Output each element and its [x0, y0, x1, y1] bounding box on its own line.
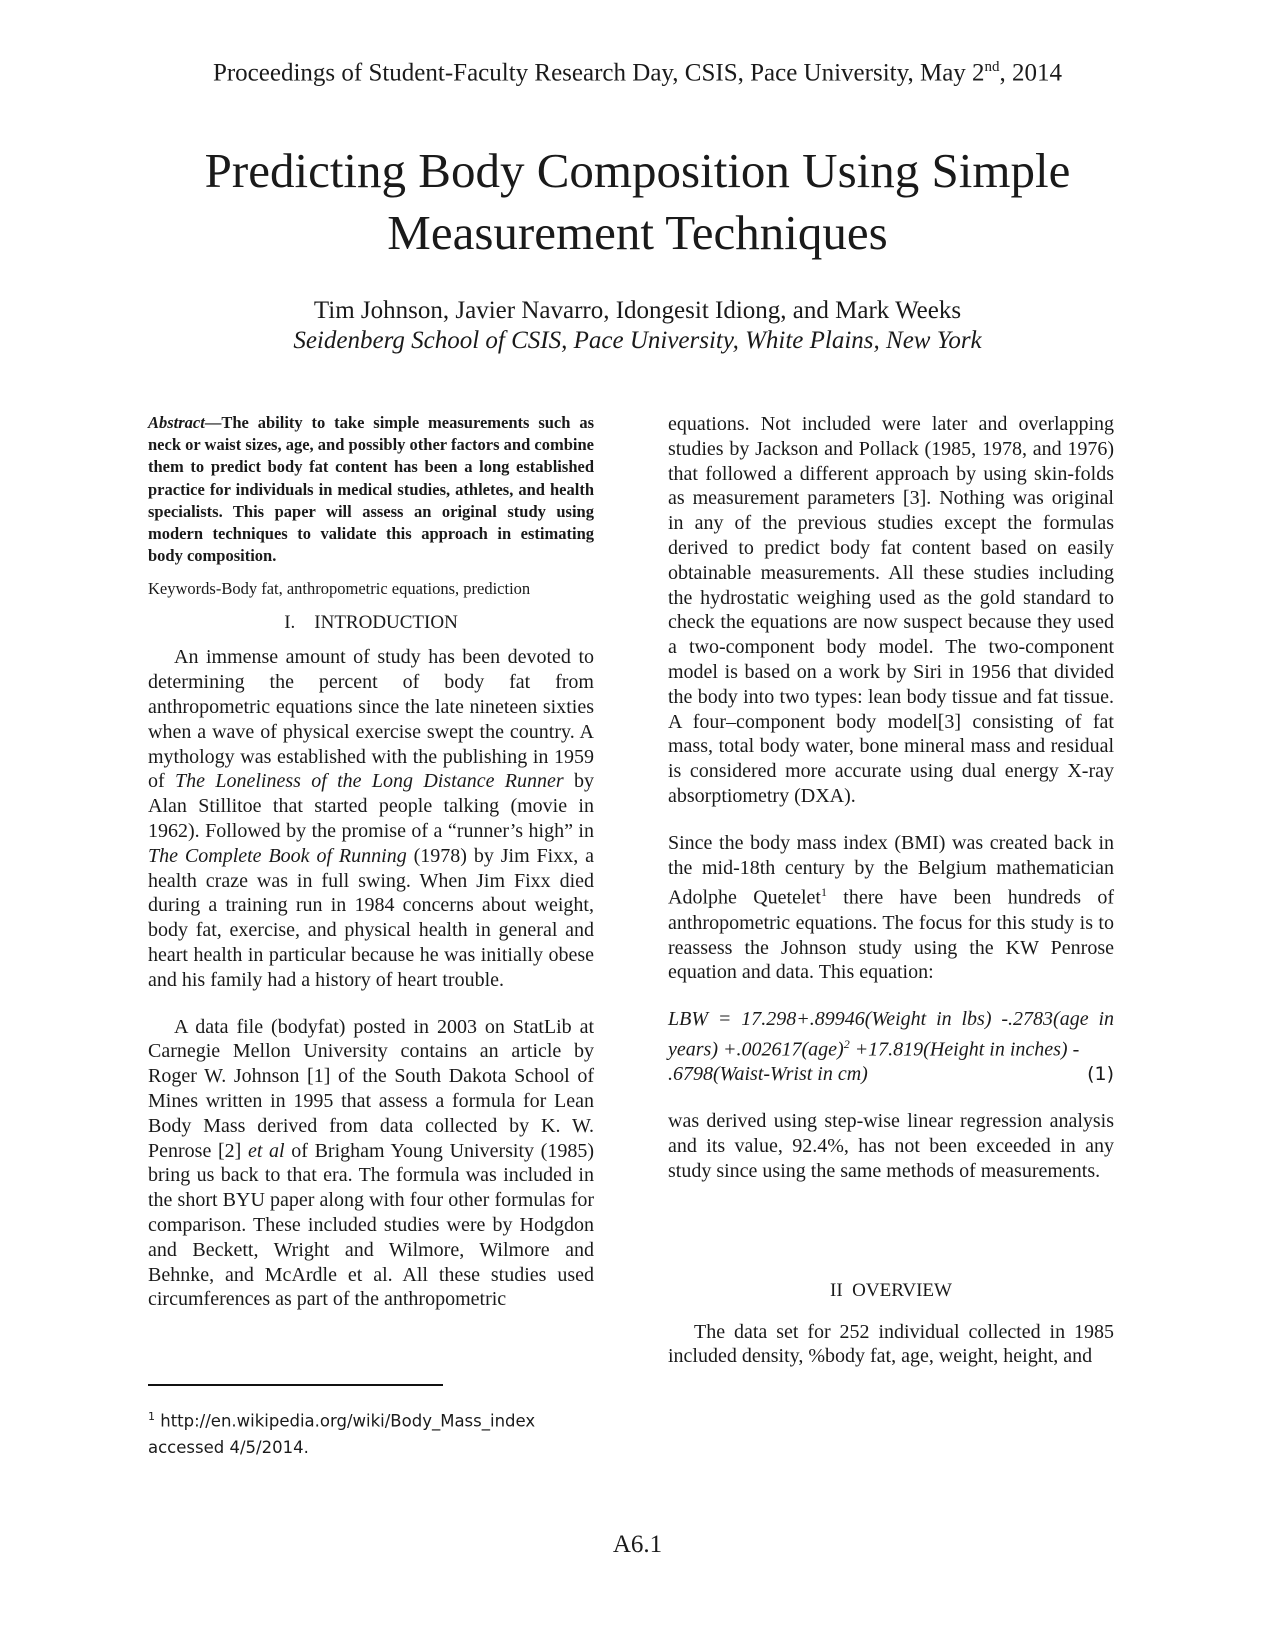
right-p2-text-a: Since the body mass index (BMI) was created back in the mid-18th century by the Belgium mathematician Adolphe Quetelet: [668, 831, 1114, 909]
paper-authors: Tim Johnson, Javier Navarro, Idongesit Idiong, and Mark Weeks: [313, 297, 962, 324]
intro-paragraph-2: [148, 1015, 594, 1313]
footnote-accessed: accessed 4/5/2014.: [148, 1437, 309, 1457]
paper-title: Predicting Body Composition Using Simple Measurement Techniques: [204, 143, 1071, 260]
abstract-dash: —: [204, 413, 222, 432]
right-column: [668, 412, 1114, 1369]
proceedings-header: [0, 52, 1275, 88]
section-heading-introduction: I. INTRODUCTION: [284, 612, 458, 634]
book-title-complete-running: The Complete Book of Running: [148, 844, 407, 867]
equation-text-c: .6798(Waist-Wrist in cm): [668, 1063, 868, 1086]
intro-p1-text-a: An immense amount of study has been devoted to determining the percent of body fat from anthropometric equations since the late nineteen sixties when a wave of physical exercise swept the country. A mythology was established with the publishing in 1959 of: [148, 646, 594, 793]
intro-p1-text-c: (1978) by Jim Fixx, a health craze was in full swing. When Jim Fixx died during a training run in 1984 concerns about weight, body fat, exercise, and physical health in general and heart health in particular because he was initially obese and his family had a history of heart trouble.: [148, 844, 594, 991]
intro-paragraph-1: [148, 645, 594, 992]
abstract-body: The ability to take simple measurements such as neck or waist sizes, age, and possibly other factors and combine them to predict body fat content has been a long established practice for individuals in medical studies, athletes, and health specialists. This paper will assess an original study using modern techniques to validate this approach in estimating body composition.: [148, 413, 594, 566]
right-paragraph-1: equations. Not included were later and overlapping studies by Jackson and Pollack (1985, 1978, and 1976) that followed a different approach by using skin-folds as measurement parameters [3]. Nothing was original in any of the previous studies except the formulas derived to predict body fat content based on easily obtainable measurements. All these studies including the hydrostatic weighing used as the gold standard to check the equations are now suspect because they used a two-component body model. The two-component model is based on a work by Siri in 1956 that divided the body into two types: lean body tissue and fat tissue. A four–component body model[3] consisting of fat mass, total body water, bone mineral mass and residual is considered more accurate using dual energy X-ray absorptiometry (DXA).: [668, 413, 1114, 807]
section-heading-overview: II OVERVIEW: [830, 1279, 952, 1301]
footnote-divider: [148, 1384, 443, 1386]
footnote-ref: 1: [820, 885, 827, 900]
page-number: A6.1: [612, 1531, 663, 1558]
footnote-marker: 1: [148, 1410, 155, 1423]
abstract-lead: Abstract: [148, 413, 205, 432]
overview-paragraph-1: The data set for 252 individual collected in 1985 included density, %body fat, age, weight, height, and: [668, 1320, 1114, 1368]
intro-p1-text-b: by Alan Stillitoe that started people talking (movie in 1962). Followed by the promise of a “runner’s high” in: [148, 770, 594, 842]
right-p2-text-b: there have been hundreds of anthropometric equations. The focus for this study is to reassess the Johnson study using the KW Penrose equation and data. This equation:: [668, 887, 1115, 984]
equation-text-b: +17.819(Height in inches) -: [849, 1038, 1080, 1061]
equation-1: [668, 1007, 1114, 1087]
right-paragraph-2: [668, 831, 1114, 985]
right-paragraph-3: was derived using step-wise linear regression analysis and its value, 92.4%, has not been exceeded in any study since using the same methods of measurements.: [668, 1110, 1114, 1182]
equation-exponent: 2: [843, 1036, 850, 1051]
equation-text-a: LBW = 17.298+.89946(Weight in lbs) -.2783(age in years) +.002617(age): [668, 1008, 1114, 1061]
et-al: et al: [247, 1139, 285, 1162]
left-column: [148, 412, 594, 1312]
intro-p2-text-a: A data file (bodyfat) posted in 2003 on StatLib at Carnegie Mellon University contains an article by Roger W. Johnson [1] of the South Dakota School of Mines written in 1995 that assess a formula for Lean Body Mass derived from data collected by K. W. Penrose [2]: [148, 1015, 594, 1162]
proceedings-text: Proceedings of Student-Faculty Research Day, CSIS, Pace University, May 2: [212, 59, 985, 87]
paper-affiliation: Seidenberg School of CSIS, Pace University, White Plains, New York: [293, 327, 982, 354]
proceedings-superscript: nd: [984, 59, 1000, 75]
equation-number: (1): [1087, 1063, 1114, 1086]
abstract: [148, 412, 594, 567]
book-title-loneliness: The Loneliness of the Long Distance Runner: [175, 770, 564, 793]
keywords: Keywords-Body fat, anthropometric equations, prediction: [148, 579, 531, 599]
intro-p2-text-b: of Brigham Young University (1985) bring us back to that era. The formula was included in the short BYU paper along with four other formulas for comparison. These included studies were by Hodgdon and Beckett, Wright and Wilmore, Wilmore and Behnke, and McArdle et al. All these studies used circumferences as part of the anthropometric: [148, 1139, 594, 1311]
footnote-url: http://en.wikipedia.org/wiki/Body_Mass_index: [155, 1411, 536, 1431]
footnote: [148, 1404, 588, 1461]
proceedings-year: , 2014: [999, 59, 1063, 87]
